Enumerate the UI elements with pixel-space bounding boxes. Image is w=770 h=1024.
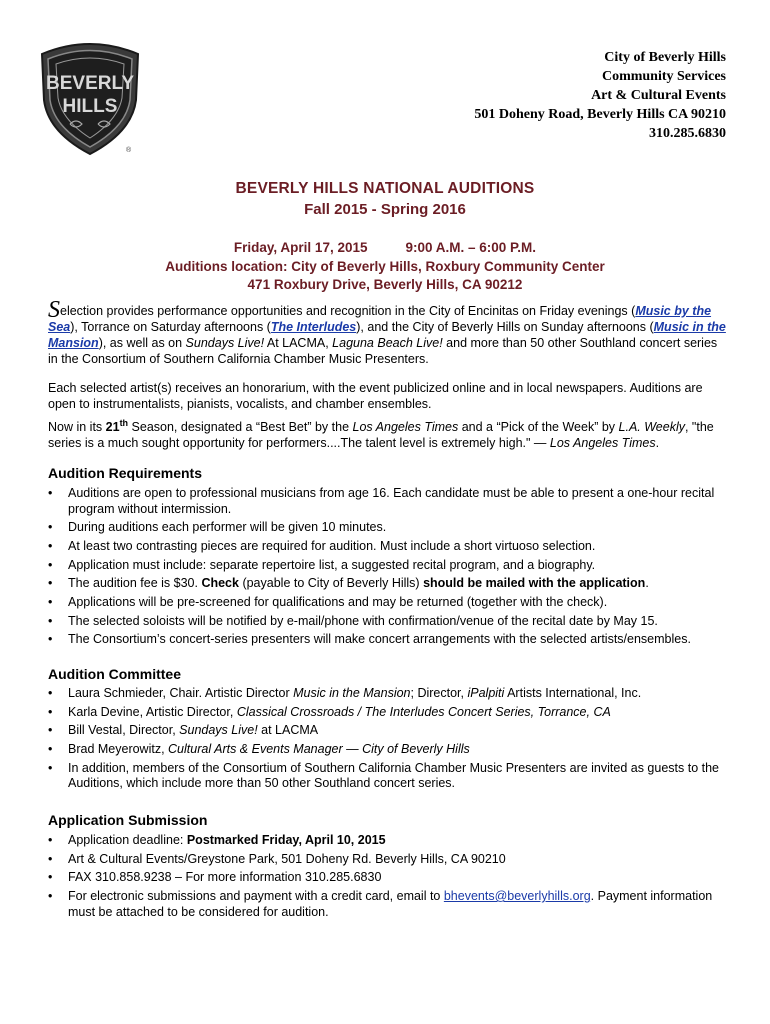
list-item: • During auditions each performer will be given 10 minutes. [48, 520, 728, 536]
list-item: • The selected soloists will be notified by e-mail/phone with confirmation/venue of the recital date by May 15. [48, 614, 728, 630]
list-item: • For electronic submissions and payment with a credit card, email to bhevents@beverlyhills.org. Payment information must be attached to be considered for audition. [48, 889, 728, 920]
address-line: Art & Cultural Events [591, 88, 726, 103]
season-title: Fall 2015 - Spring 2016 [304, 201, 466, 218]
beverly-hills-logo [36, 40, 144, 158]
address-line: City of Beverly Hills [604, 50, 726, 65]
list-item: • FAX 310.858.9238 – For more information 310.285.6830 [48, 870, 728, 886]
address-line: 501 Doheny Road, Beverly Hills CA 90210 [474, 107, 726, 122]
list-item: • Karla Devine, Artistic Director, Classical Crossroads / The Interludes Concert Series, Torrance, CA [48, 705, 728, 721]
list-item: • Bill Vestal, Director, Sundays Live! at LACMA [48, 723, 728, 739]
list-item: • The Consortium’s concert-series presenters will make concert arrangements with the selected artists/ensembles. [48, 632, 728, 648]
list-item: • Application must include: separate repertoire list, a suggested recital program, and a biography. [48, 558, 728, 574]
address-block [474, 48, 726, 143]
link-the-interludes[interactable]: The Interludes [270, 320, 357, 334]
submission-heading: Application Submission [48, 812, 208, 828]
honorarium-paragraph: Each selected artist(s) receives an honorarium, with the event publicized online and in local newspapers. Auditions are open to instrumentalists, pianists, vocalists, and chamber ensembles. [48, 381, 703, 411]
document-title: BEVERLY HILLS NATIONAL AUDITIONS [235, 180, 535, 197]
committee-heading: Audition Committee [48, 666, 181, 682]
list-item: • In addition, members of the Consortium of Southern California Chamber Music Presenters are invited as guests to the Auditions, which include more than 50 other Southland concert series. [48, 761, 728, 792]
list-item: • Application deadline: Postmarked Friday, April 10, 2015 [48, 833, 728, 849]
list-item: • Auditions are open to professional musicians from age 16. Each candidate must be able to present a one-hour recital program without intermission. [48, 486, 728, 517]
season-paragraph: Now in its 21th Season, designated a “Best Bet” by the Los Angeles Times and a “Pick of the Week” by L.A. Weekly, "the series is a much sought opportunity for performers....The talent level is extremely high." — Los Angeles Times. [48, 417, 714, 450]
event-datetime [0, 240, 770, 255]
link-music-in-the-mansion[interactable]: Music in the Mansion [48, 320, 726, 350]
list-item: • At least two contrasting pieces are required for audition. Must include a short virtuoso selection. [48, 539, 728, 555]
address-line: Community Services [601, 69, 726, 84]
list-item: • Brad Meyerowitz, Cultural Arts & Events Manager — City of Beverly Hills [48, 742, 728, 758]
event-street: 471 Roxbury Drive, Beverly Hills, CA 90212 [247, 277, 523, 292]
submission-list [48, 833, 728, 923]
logo-line1: BEVERLY [46, 73, 134, 94]
list-item: • The audition fee is $30. Check (payable to City of Beverly Hills) should be mailed with the application. [48, 576, 728, 592]
event-location: Auditions location: City of Beverly Hills, Roxbury Community Center [165, 259, 605, 274]
requirements-list [48, 486, 728, 651]
drop-letter: S [48, 297, 60, 323]
list-item: • Laura Schmieder, Chair. Artistic Director Music in the Mansion; Director, iPalpiti Artists International, Inc. [48, 686, 728, 702]
event-date: Friday, April 17, 2015 [233, 240, 368, 255]
committee-list [48, 686, 728, 795]
link-music-by-the-sea[interactable]: Music by the Sea [48, 304, 712, 334]
event-time: 9:00 A.M. – 6:00 P.M. [405, 240, 537, 255]
address-line: 310.285.6830 [649, 126, 726, 141]
email-link[interactable]: bhevents@beverlyhills.org [443, 889, 591, 904]
list-item: • Applications will be pre-screened for qualifications and may be returned (together with the check). [48, 595, 728, 611]
logo-trademark: ® [126, 147, 132, 154]
logo-line2: HILLS [62, 96, 118, 117]
list-item: • Art & Cultural Events/Greystone Park, 501 Doheny Rd. Beverly Hills, CA 90210 [48, 852, 728, 868]
intro-paragraph: Selection provides performance opportunities and recognition in the City of Encinitas on Friday evenings (Music by the Sea), Torrance on Saturday afternoons (The Interludes), and the City of Beverly Hills on Sunday afternoons (Music in the Mansion), as well as on Sundays Live! At LACMA, Laguna Beach Live! and more than 50 other Southland concert series in the Consortium of Southern California Chamber Music Presenters. [48, 297, 726, 366]
requirements-heading: Audition Requirements [48, 465, 203, 481]
